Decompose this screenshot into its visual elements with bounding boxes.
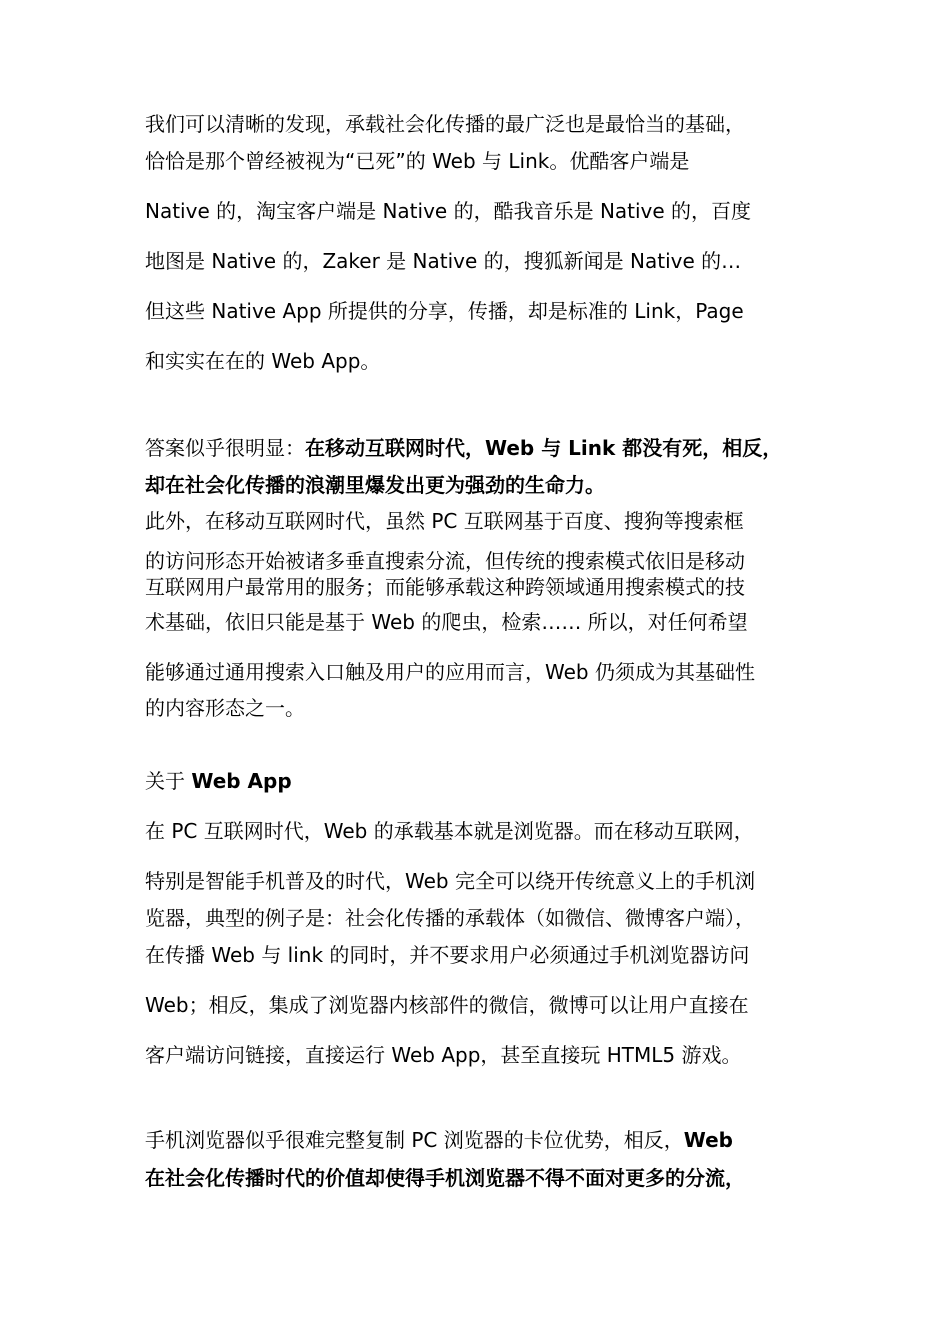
text-line [145,1165,745,1191]
text-line [145,768,292,794]
text-line [145,348,380,374]
text-line [145,695,305,721]
text-run: 能够通过通用搜索入口触及用户的应用而言，Web 仍须成为其基础性 [145,660,755,684]
text-line [145,609,748,635]
text-line [145,198,751,224]
text-run: 特别是智能手机普及的时代，Web 完全可以绕开传统意义上的手机浏 [145,869,755,893]
text-line [145,111,745,137]
text-run: 客户端访问链接，直接运行 Web App，甚至直接玩 HTML5 游戏。 [145,1043,742,1067]
text-run: 手机浏览器似乎很难完整复制 PC 浏览器的卡位优势，相反， [145,1128,684,1152]
text-run: 此外，在移动互联网时代，虽然 PC 互联网基于百度、搜狗等搜索框 [145,509,744,533]
text-run: Native 的，淘宝客户端是 Native 的，酷我音乐是 Native 的，百度 [145,199,752,223]
text-run: 在传播 Web 与 link 的同时，并不要求用户必须通过手机浏览器访问 [145,943,750,967]
bold-text: Web App [191,769,292,793]
text-line [145,148,689,174]
text-run: 术基础，依旧只能是基于 Web 的爬虫，检索…… 所以，对任何希望 [145,610,748,634]
text-line [145,248,741,274]
text-run: 和实实在在的 Web App。 [145,349,381,373]
bold-text: Web [683,1128,733,1152]
text-line [145,868,755,894]
text-run: 的访问形态开始被诸多垂直搜索分流，但传统的搜索模式依旧是移动 [145,549,745,573]
text-run: 答案似乎很明显： [145,436,305,460]
text-run: 关于 [145,769,192,793]
text-line [145,942,749,968]
text-line [145,298,744,324]
text-line [145,574,745,600]
text-line [145,992,749,1018]
text-line [145,659,755,685]
text-run: 恰恰是那个曾经被视为“已死”的 Web 与 Link。优酷客户端是 [145,149,690,173]
bold-text: 在社会化传播时代的价值却使得手机浏览器不得不面对更多的分流， [145,1166,745,1190]
text-line [145,1042,741,1068]
text-run: 互联网用户最常用的服务；而能够承载这种跨领域通用搜索模式的技 [145,575,745,599]
text-run: Web；相反，集成了浏览器内核部件的微信，微博可以让用户直接在 [145,993,749,1017]
bold-text: 在移动互联网时代，Web 与 Link 都没有死，相反， [305,436,783,460]
text-line [145,548,745,574]
text-run: 但这些 Native App 所提供的分享，传播，却是标准的 Link，Page [145,299,744,323]
text-line [145,905,755,931]
text-run: 览器，典型的例子是：社会化传播的承载体（如微信、微博客户端）， [145,906,755,930]
text-line [145,508,744,534]
text-line [145,435,782,461]
text-line [145,1127,733,1153]
text-run: 我们可以清晰的发现，承载社会化传播的最广泛也是最恰当的基础， [145,112,745,136]
text-line [145,472,605,498]
bold-text: 却在社会化传播的浪潮里爆发出更为强劲的生命力。 [145,473,605,497]
text-line [145,818,754,844]
text-run: 地图是 Native 的，Zaker 是 Native 的，搜狐新闻是 Native 的… [145,249,742,273]
text-run: 的内容形态之一。 [145,696,305,720]
text-run: 在 PC 互联网时代，Web 的承载基本就是浏览器。而在移动互联网， [145,819,754,843]
